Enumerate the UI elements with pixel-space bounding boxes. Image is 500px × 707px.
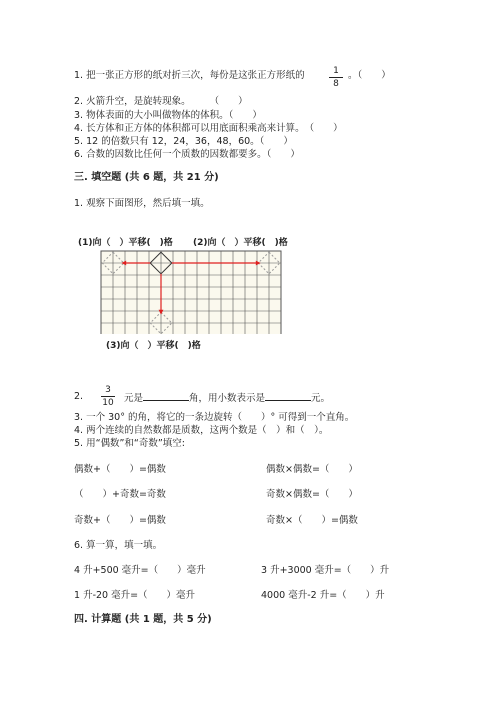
judge-q4: 4. 长方体和正方体的体积都可以用底面积乘高来计算。 （ ） [74, 123, 343, 134]
judge-q1-fraction [329, 66, 343, 89]
q5-row1-left: 偶数+（ ）=偶数 [74, 464, 166, 475]
grid-label-3: (3)向（ ）平移( )格 [106, 341, 201, 351]
fill-q4: 4. 两个连续的自然数都是质数，这两个数是（ ）和（ ）。 [74, 425, 329, 436]
judge-q5: 5. 12 的倍数只有 12，24，36，48，60。（ ） [74, 136, 293, 147]
q6-row2-left: 1 升-20 毫升=（ ）毫升 [74, 590, 196, 601]
fill-q2-end: 元。 [311, 393, 331, 404]
q6-row1-right: 3 升+3000 毫升=（ ）升 [261, 565, 390, 576]
judge-q3: 3. 物体表面的大小叫做物体的体积。（ ） [74, 110, 262, 121]
q5-row1-right: 偶数×偶数=（ ） [266, 464, 358, 475]
answer-blank[interactable] [265, 391, 311, 401]
fill-q5: 5. 用“偶数”和“奇数”填空: [74, 438, 185, 449]
fill-q6: 6. 算一算，填一填。 [74, 540, 163, 551]
fill-q2-prefix: 2. [74, 391, 84, 402]
fill-q2-fraction [101, 385, 115, 408]
answer-blank[interactable] [143, 391, 189, 401]
section3-title: 三. 填空题 (共 6 题，共 21 分) [74, 172, 219, 183]
grid-label-2: (2)向（ ）平移( )格 [193, 238, 288, 248]
fraction-numerator: 1 [333, 66, 339, 76]
section4-title: 四. 计算题 (共 1 题，共 5 分) [74, 614, 212, 625]
fraction-numerator: 3 [105, 385, 111, 395]
judge-q2: 2. 火箭升空，是旋转现象。 （ ） [74, 96, 248, 107]
q6-row2-right: 4000 毫升-2 升=（ ）升 [261, 590, 385, 601]
judge-q1-text: 1. 把一张正方形的纸对折三次，每份是这张正方形纸的 [74, 70, 305, 81]
fraction-denominator: 10 [102, 398, 114, 408]
q5-row3-right: 奇数×（ ）=偶数 [266, 515, 358, 526]
fill-q2-line [124, 391, 330, 405]
fill-q2-mid: 元是 [124, 393, 144, 404]
q5-row2-left: （ ）+奇数=奇数 [74, 489, 166, 500]
q6-row1-left: 4 升+500 毫升=（ ）毫升 [74, 565, 206, 576]
fill-q3: 3. 一个 30° 的角，将它的一条边旋转（ ）° 可得到一个直角。 [74, 412, 355, 423]
q5-row2-right: 奇数×偶数=（ ） [266, 489, 358, 500]
translation-grid [100, 250, 282, 334]
grid-label-1: (1)向（ ）平移( )格 [78, 238, 173, 248]
fill-q2-mid2: 角，用小数表示是 [189, 393, 266, 404]
q5-row3-left: 奇数+（ ）=偶数 [74, 515, 166, 526]
judge-q1-paren: 。（ ） [348, 70, 391, 81]
fraction-denominator: 8 [333, 79, 339, 89]
fill-q1: 1. 观察下面图形，然后填一填。 [74, 198, 210, 209]
judge-q6: 6. 合数的因数比任何一个质数的因数都要多。（ ） [74, 149, 300, 160]
